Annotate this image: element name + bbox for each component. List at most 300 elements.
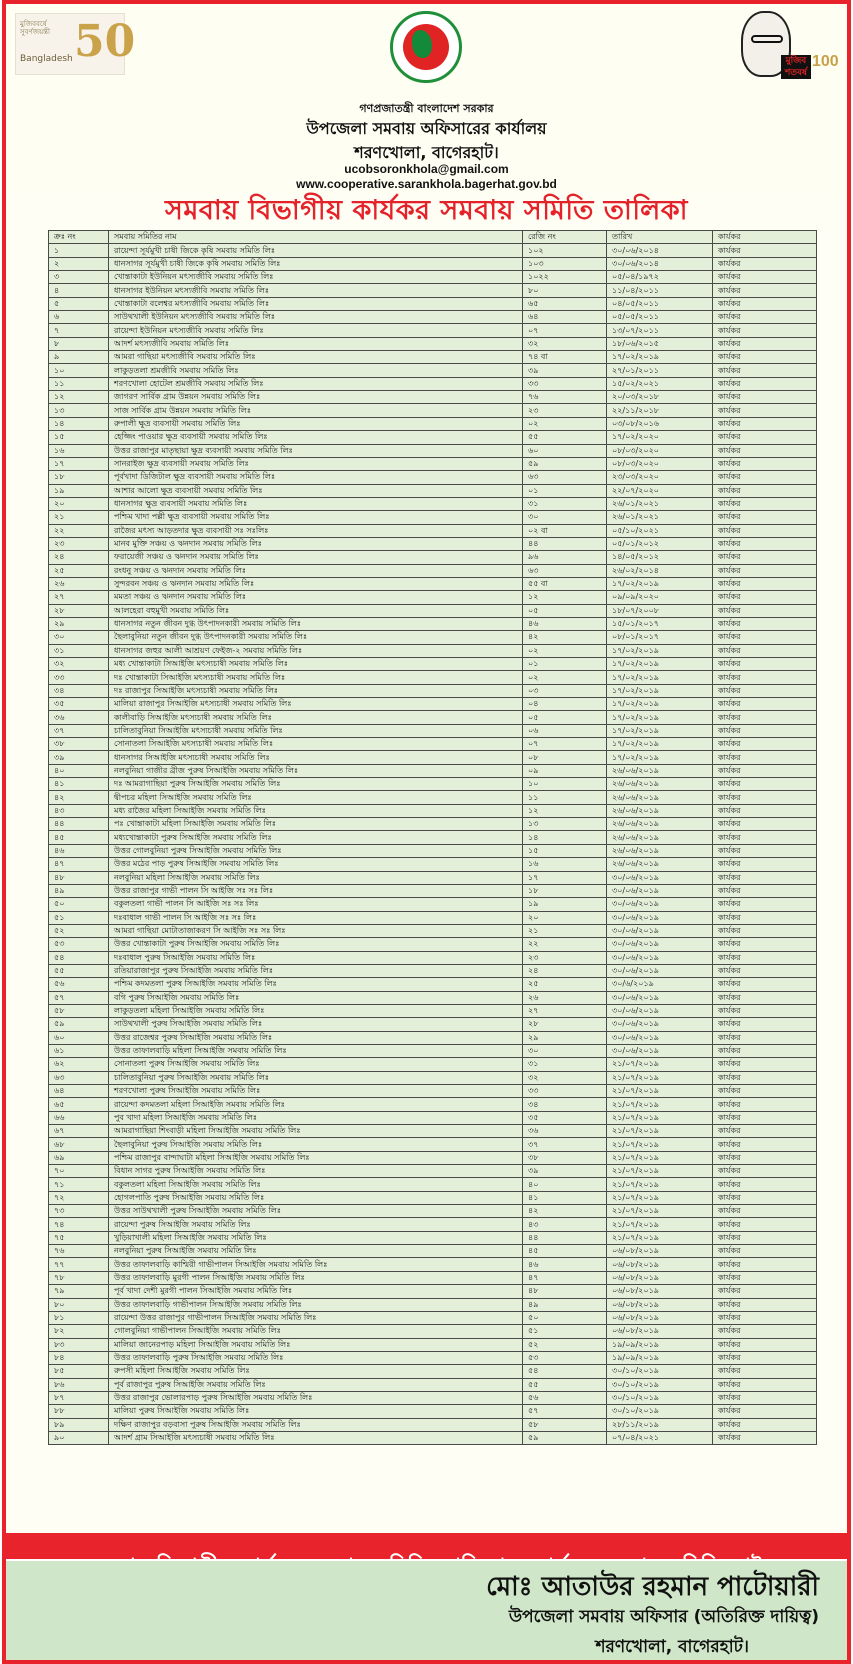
cell-status: কার্যকর xyxy=(713,551,817,564)
cell-date: ৩০/০৬/২০১৯ xyxy=(607,911,713,924)
cell-date: ১৭/০২/২০১৯ xyxy=(607,658,713,671)
cell-status: কার্যকর xyxy=(713,911,817,924)
mujib-100-logo xyxy=(731,9,839,83)
table-row xyxy=(49,738,817,751)
cell-date: ২১/০৭/২০১৯ xyxy=(607,1205,713,1218)
cell-date: ১৭/০২/২০১৯ xyxy=(607,351,713,364)
cell-serial: ১৭ xyxy=(49,457,109,470)
cell-status: কার্যকর xyxy=(713,671,817,684)
cell-date: ২৬/০১/২০২১ xyxy=(607,497,713,510)
cell-status: কার্যকর xyxy=(713,257,817,270)
cell-date: ২৬/০৬/২০১৯ xyxy=(607,831,713,844)
cell-serial: ১২ xyxy=(49,391,109,404)
cell-name: আমরা গাছিয়া মোটাতাজাকরণ সি আইজি সঃ সঃ লিঃ xyxy=(109,924,523,937)
table-row xyxy=(49,604,817,617)
table-row xyxy=(49,617,817,630)
cell-serial: ৩২ xyxy=(49,658,109,671)
glasses-shape xyxy=(751,35,783,43)
cell-serial: ৩০ xyxy=(49,631,109,644)
table-row xyxy=(49,537,817,550)
cell-reg-no: ১০২২ xyxy=(523,271,607,284)
cell-name: রংধনু সঞ্চয় ও ঋনদান সমবায় সমিতি লিঃ xyxy=(109,564,523,577)
cell-serial: ২৭ xyxy=(49,591,109,604)
cell-reg-no: ৪৮ xyxy=(523,1285,607,1298)
cell-serial: ২৪ xyxy=(49,551,109,564)
cell-name: বকুলতলা মহিলা সিআইজি সমবায় সমিতি লিঃ xyxy=(109,1178,523,1191)
cell-name: উত্তর তাফালবাড়ি কাশ্মিরী গাভীপালন সিআইজি সমবায় সমিতি লিঃ xyxy=(109,1258,523,1271)
cell-date: ১৪/০৫/২০১২ xyxy=(607,551,713,564)
cell-name: রায়েন্দা পুরুষ সিআইজি সমবায় সমিতি লিঃ xyxy=(109,1218,523,1231)
cell-date: ২১/০৭/২০১৯ xyxy=(607,1165,713,1178)
cell-reg-no: ৫৯ xyxy=(523,1431,607,1444)
table-row xyxy=(49,324,817,337)
cell-date: ১৮/০৭/২০০৮ xyxy=(607,604,713,617)
table-row xyxy=(49,377,817,390)
cell-name: পঃ খোন্তাকাটা মহিলা সিআইজি সমবায় সমিতি লিঃ xyxy=(109,818,523,831)
table-row xyxy=(49,1231,817,1244)
cell-name: হেজ্জিং পাওয়ার ক্ষুদ্র ব্যবসায়ী সমবায় সমিতি লিঃ xyxy=(109,431,523,444)
cell-name: ধানসাগর সূর্যমুখী চাষী জিকে কৃষি সমবায় সমিতি লিঃ xyxy=(109,257,523,270)
cell-status: কার্যকর xyxy=(713,858,817,871)
cell-serial: ২৮ xyxy=(49,604,109,617)
cell-serial: ১০ xyxy=(49,364,109,377)
cell-name: আশার আলো ক্ষুদ্র ব্যবসায়ী সমবায় সমিতি লিঃ xyxy=(109,484,523,497)
cell-name: উত্তর রাজাপুর মাতৃছায়া ক্ষুদ্র ব্যবসায়ী সমবায় সমিতি লিঃ xyxy=(109,444,523,457)
cell-date: ২১/০৭/২০১৯ xyxy=(607,1085,713,1098)
cell-name: শরণখোলা পুরুষ সিআইজি সমবায় সমিতি লিঃ xyxy=(109,1085,523,1098)
society-table xyxy=(48,230,817,1445)
cell-status: কার্যকর xyxy=(713,284,817,297)
cell-date: ২১/০৭/২০১৯ xyxy=(607,1151,713,1164)
office-website: www.cooperative.sarankhola.bagerhat.gov.bd xyxy=(296,177,557,191)
cell-date: ১৭/০২/২০১৯ xyxy=(607,751,713,764)
cell-name: রুপসী মহিলা সিআইজি সমবায় সমিতি লিঃ xyxy=(109,1365,523,1378)
table-row xyxy=(49,297,817,310)
cell-reg-no: ৮০ xyxy=(523,284,607,297)
cell-reg-no: ১৬ xyxy=(523,858,607,871)
government-emblem-icon xyxy=(390,11,462,83)
cell-date: ২০/০৩/২০১৮ xyxy=(607,391,713,404)
cell-serial: ৭০ xyxy=(49,1165,109,1178)
cell-serial: ৪৫ xyxy=(49,831,109,844)
cell-name: মমতা সঞ্চয় ও ঋনদান সমবায় সমিতি লিঃ xyxy=(109,591,523,604)
header xyxy=(6,4,847,226)
cell-date: ২৬/০১/২০২১ xyxy=(607,511,713,524)
cell-date: ৩০/০৬/২০১৯ xyxy=(607,938,713,951)
table-row xyxy=(49,471,817,484)
cell-name: উত্তর গোলবুনিয়া পুরুষ সিআইজি সমবায় সমিতি লিঃ xyxy=(109,844,523,857)
cell-status: কার্যকর xyxy=(713,591,817,604)
cell-serial: ৬০ xyxy=(49,1031,109,1044)
cell-reg-no: ৪৯ xyxy=(523,1298,607,1311)
cell-reg-no: ১৫ xyxy=(523,844,607,857)
table-row xyxy=(49,1311,817,1324)
cell-status: কার্যকর xyxy=(713,244,817,257)
cell-status: কার্যকর xyxy=(713,804,817,817)
cell-serial: ৪৯ xyxy=(49,884,109,897)
cell-date: ৩০/০৬/২০১৯ xyxy=(607,1018,713,1031)
cell-serial: ৮৭ xyxy=(49,1391,109,1404)
cell-serial: ১৬ xyxy=(49,444,109,457)
cell-reg-no: ৩০ xyxy=(523,511,607,524)
cell-status: কার্যকর xyxy=(713,791,817,804)
cell-serial: ৫৩ xyxy=(49,938,109,951)
cell-name: আদর্শ মৎস্যজীবি সমবায় সমিতি লিঃ xyxy=(109,337,523,350)
cell-reg-no: ১৮ xyxy=(523,884,607,897)
cell-reg-no: ০৫ xyxy=(523,604,607,617)
cell-status: কার্যকর xyxy=(713,1071,817,1084)
cell-reg-no: ০৭ xyxy=(523,738,607,751)
officer-name: মোঃ আতাউর রহমান পাটোয়ারী xyxy=(486,1572,819,1602)
table-row xyxy=(49,844,817,857)
cell-name: রায়েন্দা সূর্যমুখী চাষী জিকে কৃষি সমবায় সমিতি লিঃ xyxy=(109,244,523,257)
cell-name: সোনাতলা পুরুষ সিআইজি সমবায় সমিতি লিঃ xyxy=(109,1058,523,1071)
table-row xyxy=(49,751,817,764)
cell-date: ২১/০৭/২০১৯ xyxy=(607,1125,713,1138)
cell-date: ১৮/০৬/২০১৫ xyxy=(607,337,713,350)
cell-name: পুব খাদা মহিলা সিআইজি সমবায় সমিতি লিঃ xyxy=(109,1111,523,1124)
cell-reg-no: ৭৪ বা xyxy=(523,351,607,364)
cell-reg-no: ১০২ xyxy=(523,244,607,257)
table-row xyxy=(49,1365,817,1378)
cell-date: ০৫/০১/২০১২ xyxy=(607,537,713,550)
table-row xyxy=(49,1405,817,1418)
cell-status: কার্যকর xyxy=(713,1325,817,1338)
cell-name: জাগরণ সার্বিক গ্রাম উন্নয়ন সমবায় সমিতি লিঃ xyxy=(109,391,523,404)
cell-status: কার্যকর xyxy=(713,1044,817,1057)
logo-country: Bangladesh xyxy=(20,54,73,64)
cell-status: কার্যকর xyxy=(713,1338,817,1351)
cell-name: উত্তর রাজাপুর ভোলারপাড় পুরুষ সিআইজি সমবায় সমিতি লিঃ xyxy=(109,1391,523,1404)
cell-date: ১৭/০২/২০১৯ xyxy=(607,698,713,711)
cell-serial: ৫০ xyxy=(49,898,109,911)
cell-serial: ১৩ xyxy=(49,404,109,417)
cell-name: বগি পুরুষ সিআইজি সমবায় সমিতি লিঃ xyxy=(109,991,523,1004)
cell-status: কার্যকর xyxy=(713,297,817,310)
cell-name: পশ্চিম খাদা পল্লী ক্ষুদ্র ব্যবসায়ী সমবায় সমিতি লিঃ xyxy=(109,511,523,524)
office-location: শরণখোলা, বাগেরহাট। xyxy=(354,143,499,162)
cell-date: ১৫/০২/২০২১ xyxy=(607,377,713,390)
cell-reg-no: ০১ xyxy=(523,658,607,671)
cell-status: কার্যকর xyxy=(713,818,817,831)
table-row xyxy=(49,658,817,671)
cell-reg-no: ২১ xyxy=(523,924,607,937)
cell-status: কার্যকর xyxy=(713,1351,817,1364)
cell-status: কার্যকর xyxy=(713,1285,817,1298)
cell-date: ৩০/১০/২০১৯ xyxy=(607,1365,713,1378)
cell-status: কার্যকর xyxy=(713,271,817,284)
table-row xyxy=(49,1125,817,1138)
cell-serial: ২০ xyxy=(49,497,109,510)
cell-status: কার্যকর xyxy=(713,457,817,470)
cell-name: সাউথখালী পুরুষ সিআইজি সমবায় সমিতি লিঃ xyxy=(109,1018,523,1031)
table-row xyxy=(49,698,817,711)
page-title: সমবায় বিভাগীয় কার্যকর সমবায় সমিতি তালিকা xyxy=(165,195,688,226)
cell-serial: ৭২ xyxy=(49,1191,109,1204)
table-row xyxy=(49,1285,817,1298)
cell-name: পূর্ব খাদা দেশী মুরগী পালন সিআইজি সমবায় সমিতি লিঃ xyxy=(109,1285,523,1298)
cell-status: কার্যকর xyxy=(713,1298,817,1311)
table-row xyxy=(49,1044,817,1057)
cell-reg-no: ৪০ xyxy=(523,1178,607,1191)
cell-name: খুড়িয়াখালী মহিলা সিআইজি সমবায় সমিতি লিঃ xyxy=(109,1231,523,1244)
cell-name: বিধান সাগর পুরুষ সিআইজি সমবায় সমিতি লিঃ xyxy=(109,1165,523,1178)
cell-name: সুন্দরবন সঞ্চয় ও ঋনদান সমবায় সমিতি লিঃ xyxy=(109,577,523,590)
cell-name: উত্তর খোন্তাকাটা পুরুষ সিআইজি সমবায় সমিতি লিঃ xyxy=(109,938,523,951)
cell-name: পূর্ব রাজাপুর পুরুষ সিআইজি সমবায় সমিতি লিঃ xyxy=(109,1378,523,1391)
cell-date: ৩০/০৬/২০১৯ xyxy=(607,1004,713,1017)
table-row xyxy=(49,444,817,457)
cell-serial: ৭৫ xyxy=(49,1231,109,1244)
table-row xyxy=(49,257,817,270)
cell-status: কার্যকর xyxy=(713,1391,817,1404)
cell-status: কার্যকর xyxy=(713,484,817,497)
cell-name: নলবুনিয়া গাজীর ব্রীজ পুরুষ সিআইজি সমবায় সমিতি লিঃ xyxy=(109,764,523,777)
cell-status: কার্যকর xyxy=(713,778,817,791)
cell-serial: ৪২ xyxy=(49,791,109,804)
cell-reg-no: ৪২ xyxy=(523,631,607,644)
cell-reg-no: ৫৫ বা xyxy=(523,577,607,590)
cell-reg-no: ২৬ xyxy=(523,991,607,1004)
cell-name: পূর্বখাদা ডিজিটাল ক্ষুদ্র ব্যবসায়ী সমবায় সমিতি লিঃ xyxy=(109,471,523,484)
cell-reg-no: ১১ xyxy=(523,791,607,804)
cell-name: চালিতাবুনিয়া পুরুষ সিআইজি সমবায় সমিতি লিঃ xyxy=(109,1071,523,1084)
cell-reg-no: ৩৩ xyxy=(523,377,607,390)
cell-date: ২৬/০২/২০১৪ xyxy=(607,564,713,577)
cell-status: কার্যকর xyxy=(713,1218,817,1231)
cell-date: ২১/০৭/২০১৯ xyxy=(607,1231,713,1244)
cell-status: কার্যকর xyxy=(713,511,817,524)
cell-serial: ১৮ xyxy=(49,471,109,484)
cell-serial: ৬২ xyxy=(49,1058,109,1071)
table-row xyxy=(49,1271,817,1284)
cell-date: ২১/০৭/২০১৯ xyxy=(607,1138,713,1151)
cell-name: রাজৈর মৎস্য আড়তদার ক্ষুদ্র ব্যবসায়ী সঃ সঃলিঃ xyxy=(109,524,523,537)
society-table-wrap xyxy=(48,230,816,1445)
cell-name: সানরাইজ ক্ষুদ্র ব্যবসায়ী সমবায় সমিতি লিঃ xyxy=(109,457,523,470)
cell-status: কার্যকর xyxy=(713,938,817,951)
bangladesh-50-logo xyxy=(15,13,136,75)
cell-name: উত্তর রাজাপুর গাভী পালন সি আইজি সঃ সঃ লিঃ xyxy=(109,884,523,897)
cell-date: ২১/০৭/২০১৯ xyxy=(607,1218,713,1231)
cell-date: ০৬/০৮/২০১৯ xyxy=(607,1258,713,1271)
table-row xyxy=(49,671,817,684)
cell-serial: ৮১ xyxy=(49,1311,109,1324)
table-row xyxy=(49,1071,817,1084)
cell-status: কার্যকর xyxy=(713,537,817,550)
table-row xyxy=(49,551,817,564)
cell-status: কার্যকর xyxy=(713,724,817,737)
cell-reg-no: ২০ xyxy=(523,911,607,924)
cell-date: ২৮/১১/২০১৯ xyxy=(607,1418,713,1431)
cell-name: দঃ রাজাপুর সিআইজি মৎস্যচাষী সমবায় সমিতি লিঃ xyxy=(109,684,523,697)
cell-serial: ২ xyxy=(49,257,109,270)
cell-name: মধ্য খোন্তাকাটা সিআইজি মৎস্যচাষী সমবায় সমিতি লিঃ xyxy=(109,658,523,671)
table-row xyxy=(49,964,817,977)
table-row xyxy=(49,404,817,417)
table-row xyxy=(49,1205,817,1218)
cell-serial: ২৩ xyxy=(49,537,109,550)
cell-serial: ৮৮ xyxy=(49,1405,109,1418)
cell-reg-no: ৩২ xyxy=(523,337,607,350)
table-row xyxy=(49,564,817,577)
cell-status: কার্যকর xyxy=(713,751,817,764)
cell-serial: ৮৩ xyxy=(49,1338,109,1351)
cell-reg-no: ৬৫ xyxy=(523,297,607,310)
cell-status: কার্যকর xyxy=(713,617,817,630)
cell-serial: ৭৮ xyxy=(49,1271,109,1284)
mujib-badge: মুজিব শতবর্ষ xyxy=(781,55,811,79)
logo-caption: মুজিববর্ষে সুবর্ণজয়ন্তী xyxy=(20,20,50,36)
cell-date: ৩০/১০/২০১৯ xyxy=(607,1378,713,1391)
cell-serial: ৩ xyxy=(49,271,109,284)
table-row xyxy=(49,1431,817,1444)
cell-reg-no: ৪৬ xyxy=(523,617,607,630)
cell-serial: ৩৭ xyxy=(49,724,109,737)
cell-serial: ৬ xyxy=(49,311,109,324)
cell-status: কার্যকর xyxy=(713,1405,817,1418)
cell-name: আমরাগাছিয়া শিংবাড়ী মহিলা সিআইজি সমবায় সমিতি লিঃ xyxy=(109,1125,523,1138)
column-header-serial: ক্রঃ নং xyxy=(49,231,109,244)
cell-status: কার্যকর xyxy=(713,1271,817,1284)
cell-serial: ৫৭ xyxy=(49,991,109,1004)
table-row xyxy=(49,911,817,924)
cell-serial: ৭৩ xyxy=(49,1205,109,1218)
cell-reg-no: ৩৫ xyxy=(523,1111,607,1124)
cell-status: কার্যকর xyxy=(713,471,817,484)
cell-serial: ৪০ xyxy=(49,764,109,777)
cell-reg-no: ১২ xyxy=(523,804,607,817)
cell-serial: ৩৪ xyxy=(49,684,109,697)
government-name: গণপ্রজাতন্ত্রী বাংলাদেশ সরকার xyxy=(359,102,494,115)
cell-serial: ৬৫ xyxy=(49,1098,109,1111)
table-row xyxy=(49,1351,817,1364)
cell-reg-no: ০১ xyxy=(523,484,607,497)
cell-name: আমরা গাছিয়া মৎস্যজীবি সমবায় সমিতি লিঃ xyxy=(109,351,523,364)
cell-serial: ২৬ xyxy=(49,577,109,590)
cell-status: কার্যকর xyxy=(713,351,817,364)
cell-status: কার্যকর xyxy=(713,377,817,390)
cell-name: ধানসাগর নতুন জীবন দুগ্ধ উৎপাদনকারী সমবায় সমিতি লিঃ xyxy=(109,617,523,630)
cell-date: ২৬/০৬/২০১৯ xyxy=(607,804,713,817)
cell-reg-no: ০৫ xyxy=(523,711,607,724)
cell-reg-no: ৪৫ xyxy=(523,1245,607,1258)
table-row xyxy=(49,1378,817,1391)
cell-reg-no: ৪৪ xyxy=(523,1231,607,1244)
cell-status: কার্যকর xyxy=(713,978,817,991)
cell-serial: ৭৪ xyxy=(49,1218,109,1231)
table-row xyxy=(49,244,817,257)
table-row xyxy=(49,791,817,804)
cell-reg-no: ০২ xyxy=(523,417,607,430)
table-row xyxy=(49,391,817,404)
cell-name: লাকুড়তলা মহিলা সিআইজি সমবায় সমিতি লিঃ xyxy=(109,1004,523,1017)
cell-serial: ১৫ xyxy=(49,431,109,444)
cell-name: দঃবাধাল পুরুষ সিআইজি সমবায় সমিতি লিঃ xyxy=(109,951,523,964)
cell-status: কার্যকর xyxy=(713,698,817,711)
cell-status: কার্যকর xyxy=(713,1378,817,1391)
cell-serial: ৪৩ xyxy=(49,804,109,817)
table-row xyxy=(49,1138,817,1151)
cell-date: ০৭/০৪/২০২১ xyxy=(607,1431,713,1444)
cell-status: কার্যকর xyxy=(713,524,817,537)
cell-date: ০৬/০৮/২০১৯ xyxy=(607,1325,713,1338)
cell-reg-no: ২৭ xyxy=(523,1004,607,1017)
table-row xyxy=(49,778,817,791)
cell-status: কার্যকর xyxy=(713,711,817,724)
cell-serial: ৭৯ xyxy=(49,1285,109,1298)
cell-date: ২৬/০৬/২০১৯ xyxy=(607,858,713,871)
table-row xyxy=(49,1245,817,1258)
cell-reg-no: ২৫ xyxy=(523,978,607,991)
cell-reg-no: ২২ xyxy=(523,938,607,951)
table-header-row xyxy=(49,231,817,244)
cell-name: আলহেরা বহুমুখী সমবায় সমিতি লিঃ xyxy=(109,604,523,617)
cell-serial: ৮ xyxy=(49,337,109,350)
cell-status: কার্যকর xyxy=(713,431,817,444)
cell-name: উত্তর রাজেশ্বর পুরুষ সিআইজি সমবায় সমিতি লিঃ xyxy=(109,1031,523,1044)
cell-reg-no: ৫৫ xyxy=(523,1378,607,1391)
cell-reg-no: ৫৪ xyxy=(523,1365,607,1378)
table-row xyxy=(49,871,817,884)
table-row xyxy=(49,577,817,590)
cell-serial: ৫৬ xyxy=(49,978,109,991)
table-row xyxy=(49,591,817,604)
cell-date: ৩০/০৬/২০১৯ xyxy=(607,1031,713,1044)
cell-status: কার্যকর xyxy=(713,1111,817,1124)
cell-status: কার্যকর xyxy=(713,1165,817,1178)
cell-date: ২২/০৭/২০২০ xyxy=(607,484,713,497)
cell-name: পশ্চিম রাজাপুর বান্দাঘাটা মহিলা সিআইজি সমবায় সমিতি লিঃ xyxy=(109,1151,523,1164)
cell-reg-no: ৩৪ xyxy=(523,1098,607,1111)
cell-serial: ১১ xyxy=(49,377,109,390)
cell-date: ২৬/০৬/২০১৯ xyxy=(607,764,713,777)
cell-serial: ৭৬ xyxy=(49,1245,109,1258)
cell-date: ২৬/০৬/২০১৯ xyxy=(607,791,713,804)
cell-reg-no: ৬০ xyxy=(523,444,607,457)
cell-name: পশ্চিম কদমতলা পুরুষ সিআইজি সমবায় সমিতি লিঃ xyxy=(109,978,523,991)
cell-reg-no: ৩০ xyxy=(523,1044,607,1057)
cell-reg-no: ০৮ xyxy=(523,751,607,764)
table-row xyxy=(49,724,817,737)
cell-date: ১৭/০২/২০১৯ xyxy=(607,738,713,751)
cell-date: ৩০/৬/২০১৯ xyxy=(607,978,713,991)
cell-name: রুপালী ক্ষুদ্র ব্যবসায়ী সমবায় সমিতি লিঃ xyxy=(109,417,523,430)
cell-name: ফরায়েজী সঞ্চয় ও ঋনদান সমবায় সমিতি লিঃ xyxy=(109,551,523,564)
table-row xyxy=(49,711,817,724)
cell-status: কার্যকর xyxy=(713,951,817,964)
cell-serial: ৮৪ xyxy=(49,1351,109,1364)
cell-name: রায়েন্দা কদমতলা মহিলা সিআইজি সমবায় সমিতি লিঃ xyxy=(109,1098,523,1111)
table-row xyxy=(49,1418,817,1431)
cell-serial: ৬১ xyxy=(49,1044,109,1057)
cell-date: ২২/১১/২০১৮ xyxy=(607,404,713,417)
cell-reg-no: ২৮ xyxy=(523,1018,607,1031)
column-header-date: তারিখ xyxy=(607,231,713,244)
table-row xyxy=(49,1004,817,1017)
cell-status: কার্যকর xyxy=(713,764,817,777)
cell-reg-no: ৫৫ xyxy=(523,431,607,444)
cell-serial: ৪ xyxy=(49,284,109,297)
cell-status: কার্যকর xyxy=(713,1231,817,1244)
cell-date: ৩০/০৬/২০১৯ xyxy=(607,964,713,977)
cell-date: ৩০/১০/২০১৯ xyxy=(607,1391,713,1404)
cell-serial: ৬৮ xyxy=(49,1138,109,1151)
cell-serial: ১ xyxy=(49,244,109,257)
table-row xyxy=(49,684,817,697)
cell-status: কার্যকর xyxy=(713,1245,817,1258)
cell-serial: ১৯ xyxy=(49,484,109,497)
